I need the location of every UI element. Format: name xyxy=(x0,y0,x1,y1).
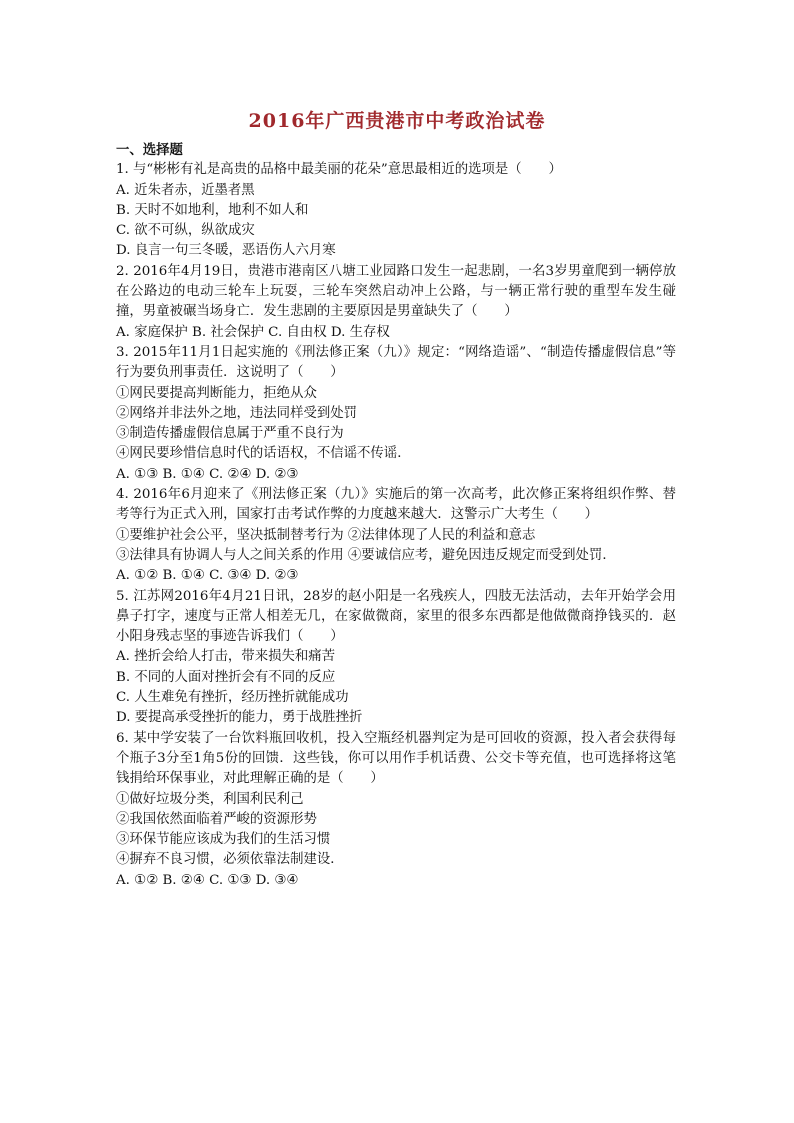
option-line: D. 良言一句三冬暖，恶语伤人六月寒 xyxy=(116,243,336,259)
question-4 xyxy=(116,485,676,586)
option-line: A. 近朱者赤，近墨者黑 xyxy=(116,182,255,198)
statement-line: ④网民要珍惜信息时代的话语权，不信谣不传谣． xyxy=(116,446,411,462)
option-line: B. 天时不如地利，地利不如人和 xyxy=(116,202,309,218)
option-line: C. 人生难免有挫折，经历挫折就能成功 xyxy=(116,690,349,706)
question-2 xyxy=(116,262,676,343)
option-line: C. 欲不可纵，纵欲成灾 xyxy=(116,223,255,239)
question-stem: 2. 2016年4月19日，贵港市港南区八塘工业园路口发生一起悲剧，一名3岁男童爬到一辆停放在公路边的电动三轮车上玩耍，三轮车突然启动冲上公路，与一辆正常行驶的重型车发生碰撞，男童被碾当场身亡．发生悲剧的主要原因是男童缺失了（ ） xyxy=(116,263,676,320)
question-1 xyxy=(116,160,676,261)
section-heading: 一、选择题 xyxy=(116,142,183,158)
question-stem: 3. 2015年11月1日起实施的《刑法修正案（九）》规定：“网络造谣”、“制造传播虚假信息”等行为要负刑事责任．这说明了（ ） xyxy=(116,344,676,381)
option-line: A. ①③ B. ①④ C. ②④ D. ②③ xyxy=(116,466,299,482)
option-line: A. 家庭保护 B. 社会保护 C. 自由权 D. 生存权 xyxy=(116,324,390,340)
question-5 xyxy=(116,587,676,729)
statement-line: ②网络并非法外之地，违法同样受到处罚 xyxy=(116,405,358,421)
statement-line: ①做好垃圾分类，利国利民利己 xyxy=(116,791,304,807)
statement-line: ③法律具有协调人与人之间关系的作用 ④要诚信应考，避免因违反规定而受到处罚． xyxy=(116,547,616,563)
statement-line: ①网民要提高判断能力，拒绝从众 xyxy=(116,385,317,401)
option-line: B. 不同的人面对挫折会有不同的反应 xyxy=(116,669,336,685)
statement-line: ①要维护社会公平，坚决抵制替考行为 ②法律体现了人民的利益和意志 xyxy=(116,527,536,543)
question-3 xyxy=(116,343,676,485)
exam-title: 2016年广西贵港市中考政治试卷 xyxy=(248,110,546,132)
exam-content xyxy=(116,140,676,891)
option-line: D. 要提高承受挫折的能力，勇于战胜挫折 xyxy=(116,710,363,726)
question-stem: 4. 2016年6月迎来了《刑法修正案（九）》实施后的第一次高考，此次修正案将组织作弊、替考等行为正式入刑，国家打击考试作弊的力度越来越大．这警示广大考生（ ） xyxy=(116,487,676,523)
statement-line: ③环保节能应该成为我们的生活习惯 xyxy=(116,832,331,848)
question-6 xyxy=(116,729,676,891)
option-line: A. ①② B. ①④ C. ③④ D. ②③ xyxy=(116,568,299,584)
statement-line: ③制造传播虚假信息属于严重不良行为 xyxy=(116,426,344,442)
question-stem: 6. 某中学安装了一台饮料瓶回收机，投入空瓶经机器判定为是可回收的资源，投入者会获得每个瓶子3分至1角5份的回馈．这些钱，你可以用作手机话费、公交卡等充值，也可选择将这笔钱捐给环保事业，对此理解正确的是（ ） xyxy=(116,730,676,787)
statement-line: ②我国依然面临着严峻的资源形势 xyxy=(116,811,317,827)
option-line: A. ①② B. ②④ C. ①③ D. ③④ xyxy=(116,872,299,888)
option-line: A. 挫折会给人打击，带来损失和痛苦 xyxy=(116,649,336,665)
question-stem: 5. 江苏网2016年4月21日讯，28岁的赵小阳是一名残疾人，四肢无法活动，去年开始学会用鼻子打字，速度与正常人相差无几，在家做微商，家里的很多东西都是他做微商挣钱买的．赵小阳身残志坚的事迹告诉我们（ ） xyxy=(116,588,676,645)
statement-line: ④摒弃不良习惯，必须依靠法制建设． xyxy=(116,852,344,868)
question-stem: 1. 与“彬彬有礼是高贵的品格中最美丽的花朵”意思最相近的选项是（ ） xyxy=(116,162,562,178)
